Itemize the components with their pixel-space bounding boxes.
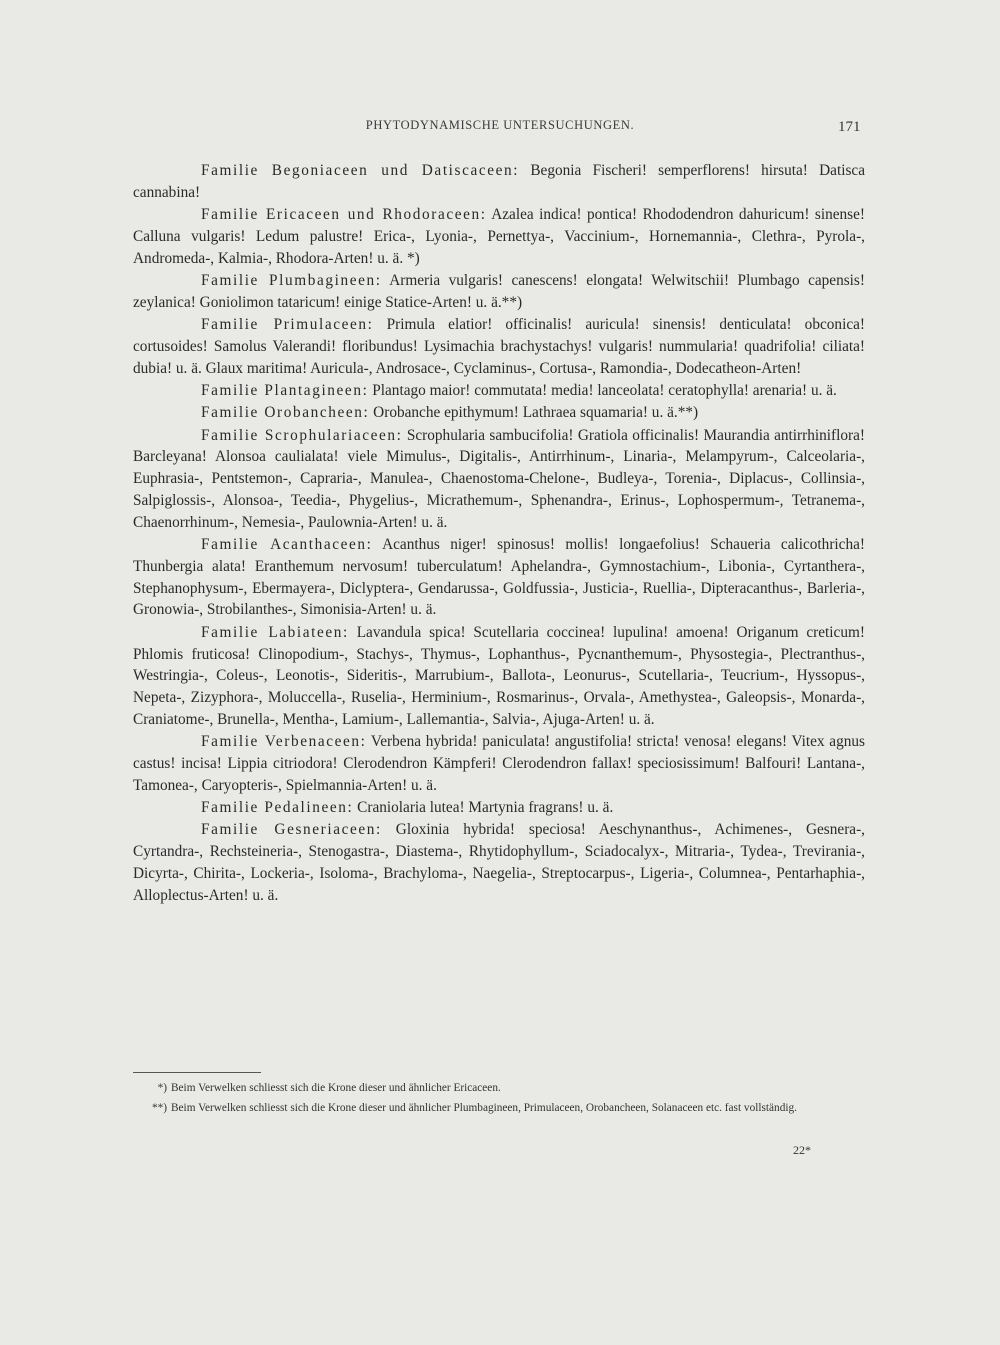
family-label: Familie Scrophulariaceen: xyxy=(201,426,403,444)
paragraph-plantagineen xyxy=(133,380,865,402)
page-number: 171 xyxy=(838,119,861,135)
running-title: PHYTODYNAMISCHE UNTERSUCHUNGEN. xyxy=(365,118,635,132)
paragraph-orobancheen xyxy=(133,402,865,424)
family-label: Familie Plumbagineen: xyxy=(201,271,382,289)
paragraph-text: Scrophularia sambucifolia! Gratiola officinalis! Maurandia antirrhiniflora! Barcleyana! Alonsoa caulialata! viele Mimulus-, Digitalis-, Antirrhinum-, Linaria-, Melampyrum-, Calceolaria-, Euphrasia-, Pentstemon-, Capraria-, Manulea-, Chaenostoma-Chelone-, Budleya-, Torenia-, Diplacus-, Collinsia-, Salpiglossis-, Alonsoa-, Teedia-, Phygelius-, Micrathemum-, Sphenandra-, Erinus-, Lophospermum-, Tetranema-, Chaenorrhinum-, Nemesia-, Paulownia-Arten! u. ä. xyxy=(133,426,865,531)
footnote xyxy=(133,1100,865,1117)
family-label: Familie Acanthaceen: xyxy=(201,536,373,554)
paragraph-text: Craniolaria lutea! Martynia fragrans! u. ä. xyxy=(353,799,614,817)
family-label: Familie Verbenaceen: xyxy=(201,733,367,751)
paragraph-text: Primula elatior! officinalis! auricula! sinensis! denticulata! obconica! cortusoides! Samolus Valerandi! floribundus! Lysimachia brachystachys! vulgaris! nummularia! quadrifolia! ciliata! dubia! u. ä. Glaux maritima! Auricula-, Androsace-, Cyclaminus-, Cortusa-, Ramondia-, Dodecatheon-Arten! xyxy=(133,316,865,377)
paragraph-plumbagineen xyxy=(133,270,865,314)
signature-mark: 22* xyxy=(793,1143,811,1157)
footnote-marker: **) xyxy=(151,1101,167,1114)
paragraph-text: Acanthus niger! spinosus! mollis! longaefolius! Schaueria calicothricha! Thunbergia alata! Eranthemum nervosum! tuberculatum! Aphelandra-, Gymnostachium-, Libonia-, Cyrtanthera-, Stephanophysum-, Ebermayera-, Diclyptera-, Gendarussa-, Goldfussia-, Justicia-, Ruellia-, Dipteracanthus-, Barleria-, Gronowia-, Strobilanthes-, Simonisia-Arten! u. ä. xyxy=(133,536,865,619)
paragraph-begoniaceen xyxy=(133,160,865,204)
family-label: Familie Orobancheen: xyxy=(201,404,370,422)
paragraph-text: Lavandula spica! Scutellaria coccinea! lupulina! amoena! Origanum creticum! Phlomis fruticosa! Clinopodium-, Stachys-, Thymus-, Lophanthus-, Pycnanthemum-, Physostegia-, Plectranthus-, Westringia-, Coleus-, Leonotis-, Sideritis-, Marrubium-, Ballota-, Leonurus-, Scutellaria-, Teucrium-, Hyssopus-, Nepeta-, Zizyphora-, Moluccella-, Ruselia-, Herminium-, Rosmarinus-, Orvala-, Amethystea-, Galeopsis-, Monarda-, Craniatome-, Brunella-, Mentha-, Lamium-, Lallemantia-, Salvia-, Ajuga-Arten! u. ä. xyxy=(133,623,865,728)
family-label: Familie Pedalineen: xyxy=(201,799,354,817)
family-label: Familie Gesneriaceen: xyxy=(201,821,382,839)
family-label: Familie Begoniaceen und Datiscaceen: xyxy=(201,162,520,179)
paragraph-text: Gloxinia hybrida! speciosa! Aeschynanthus-, Achimenes-, Gesnera-, Cyrtandra-, Rechsteineria-, Stenogastra-, Diastema-, Rhytidophyllum-, Sciadocalyx-, Mitraria-, Tydea-, Trevirania-, Dicyrta-, Chirita-, Lockeria-, Isoloma-, Brachyloma-, Naegelia-, Streptocarpus-, Ligeria-, Columnea-, Pentarhaphia-, Alloplectus-Arten! u. ä. xyxy=(133,821,865,904)
paragraph-acanthaceen xyxy=(133,534,865,621)
paragraph-verbenaceen xyxy=(133,731,865,796)
paragraph-text: Verbena hybrida! paniculata! angustifolia! stricta! venosa! elegans! Vitex agnus castus! incisa! Lippia citriodora! Clerodendron Kämpferi! Clerodendron fallax! speciosissimum! Balfouri! Lantana-, Tamonea-, Caryopteris-, Spielmannia-Arten! u. ä. xyxy=(133,733,865,794)
footnote xyxy=(133,1080,865,1097)
body-text xyxy=(133,160,865,907)
footnotes xyxy=(133,1080,865,1119)
family-label: Familie Ericaceen und Rhodoraceen: xyxy=(201,206,487,224)
paragraph-labiateen xyxy=(133,622,865,731)
footnote-text: Beim Verwelken schliesst sich die Krone dieser und ähnlicher Ericaceen. xyxy=(171,1082,501,1094)
family-label: Familie Labiateen: xyxy=(201,623,349,641)
footnote-text: Beim Verwelken schliesst sich die Krone dieser und ähnlicher Plumbagineen, Primulaceen, Orobancheen, Solanaceen etc. fast vollständig. xyxy=(171,1101,797,1114)
paragraph-scrophulariaceen xyxy=(133,425,865,534)
paragraph-text: Armeria vulgaris! canescens! elongata! Welwitschii! Plumbago capensis! zeylanica! Goniolimon tataricum! einige Statice-Arten! u. ä.**) xyxy=(133,271,865,311)
family-label: Familie Plantagineen: xyxy=(201,381,369,399)
paragraph-ericaceen xyxy=(133,204,865,269)
family-label: Familie Primulaceen: xyxy=(201,316,374,334)
paragraph-pedalineen xyxy=(133,797,865,819)
paragraph-text: Plantago maior! commutata! media! lanceolata! ceratophylla! arenaria! u. ä. xyxy=(368,381,837,399)
footnote-divider xyxy=(133,1072,261,1073)
paragraph-text: Azalea indica! pontica! Rhododendron dahuricum! sinense! Calluna vulgaris! Ledum palustre! Erica-, Lyonia-, Pernettya-, Vaccinium-, Hornemannia-, Clethra-, Pyrola-, Andromeda-, Kalmia-, Rhodora-Arten! u. ä. *) xyxy=(133,206,865,267)
footnote-marker: *) xyxy=(157,1082,167,1094)
paragraph-text: Begonia Fischeri! semperflorens! hirsuta! Datisca cannabina! xyxy=(133,162,865,201)
paragraph-gesneriaceen xyxy=(133,819,865,906)
paragraph-primulaceen xyxy=(133,314,865,379)
paragraph-text: Orobanche epithymum! Lathraea squamaria! u. ä.**) xyxy=(369,404,699,422)
